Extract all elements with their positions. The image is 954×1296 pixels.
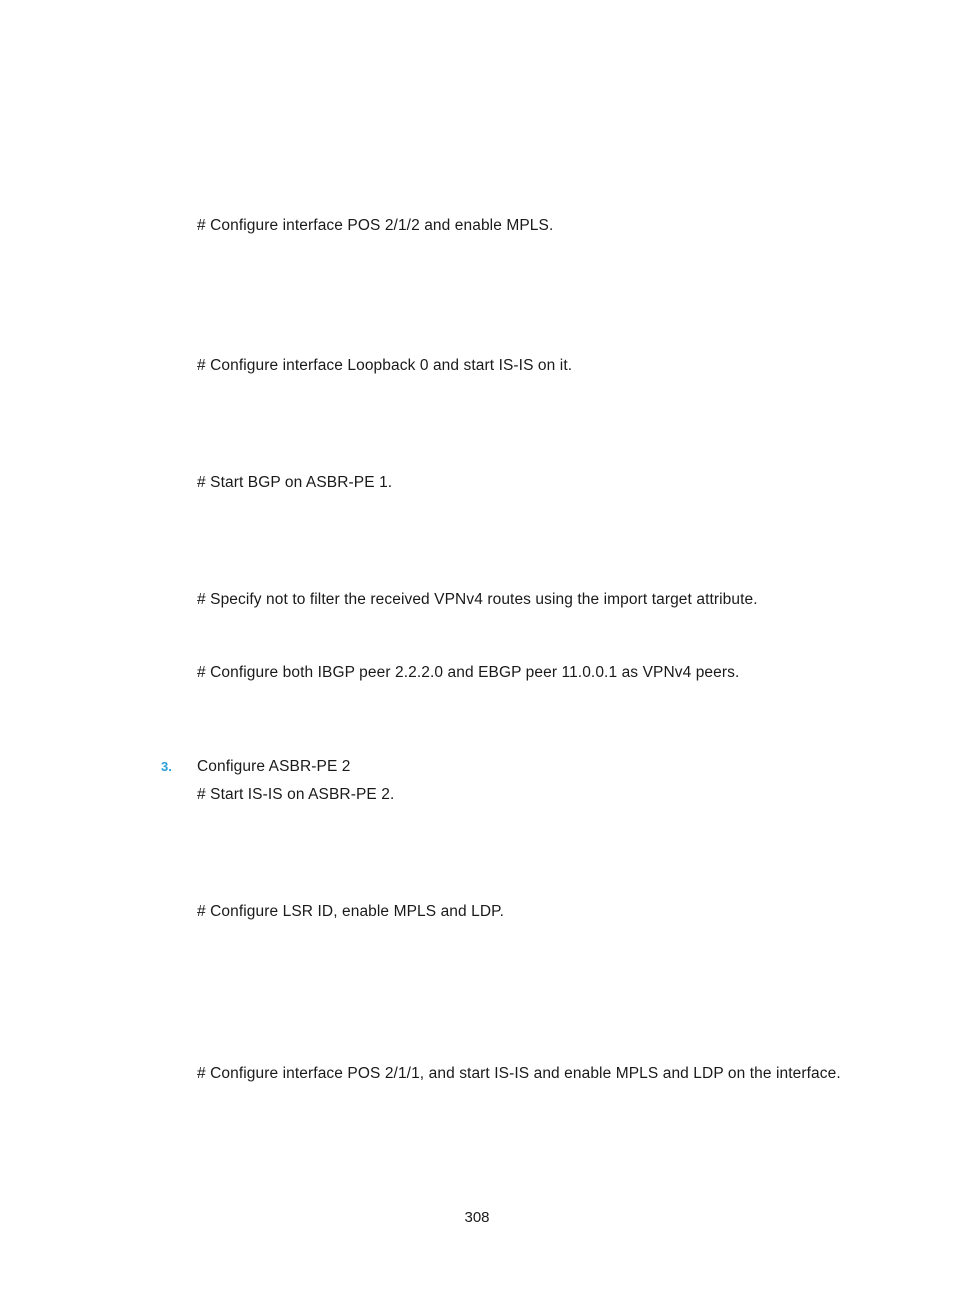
comment-configure-vpnv4-peers: # Configure both IBGP peer 2.2.2.0 and EBGP peer 11.0.0.1 as VPNv4 peers.	[197, 664, 740, 681]
comment-import-target-filter: # Specify not to filter the received VPNv4 routes using the import target attribute.	[197, 591, 758, 608]
comment-configure-pos-2-1-2: # Configure interface POS 2/1/2 and enable MPLS.	[197, 217, 554, 234]
comment-configure-pos-2-1-1: # Configure interface POS 2/1/1, and start IS-IS and enable MPLS and LDP on the interface.	[197, 1065, 841, 1082]
comment-start-bgp: # Start BGP on ASBR-PE 1.	[197, 474, 393, 491]
comment-configure-lsr-id: # Configure LSR ID, enable MPLS and LDP.	[197, 903, 505, 920]
comment-start-isis-asbr-pe-2: # Start IS-IS on ASBR-PE 2.	[197, 786, 395, 803]
step-number: 3.	[161, 759, 172, 774]
comment-configure-loopback-0: # Configure interface Loopback 0 and start IS-IS on it.	[197, 357, 573, 374]
page-number: 308	[464, 1209, 490, 1226]
step-title: Configure ASBR-PE 2	[197, 758, 351, 775]
